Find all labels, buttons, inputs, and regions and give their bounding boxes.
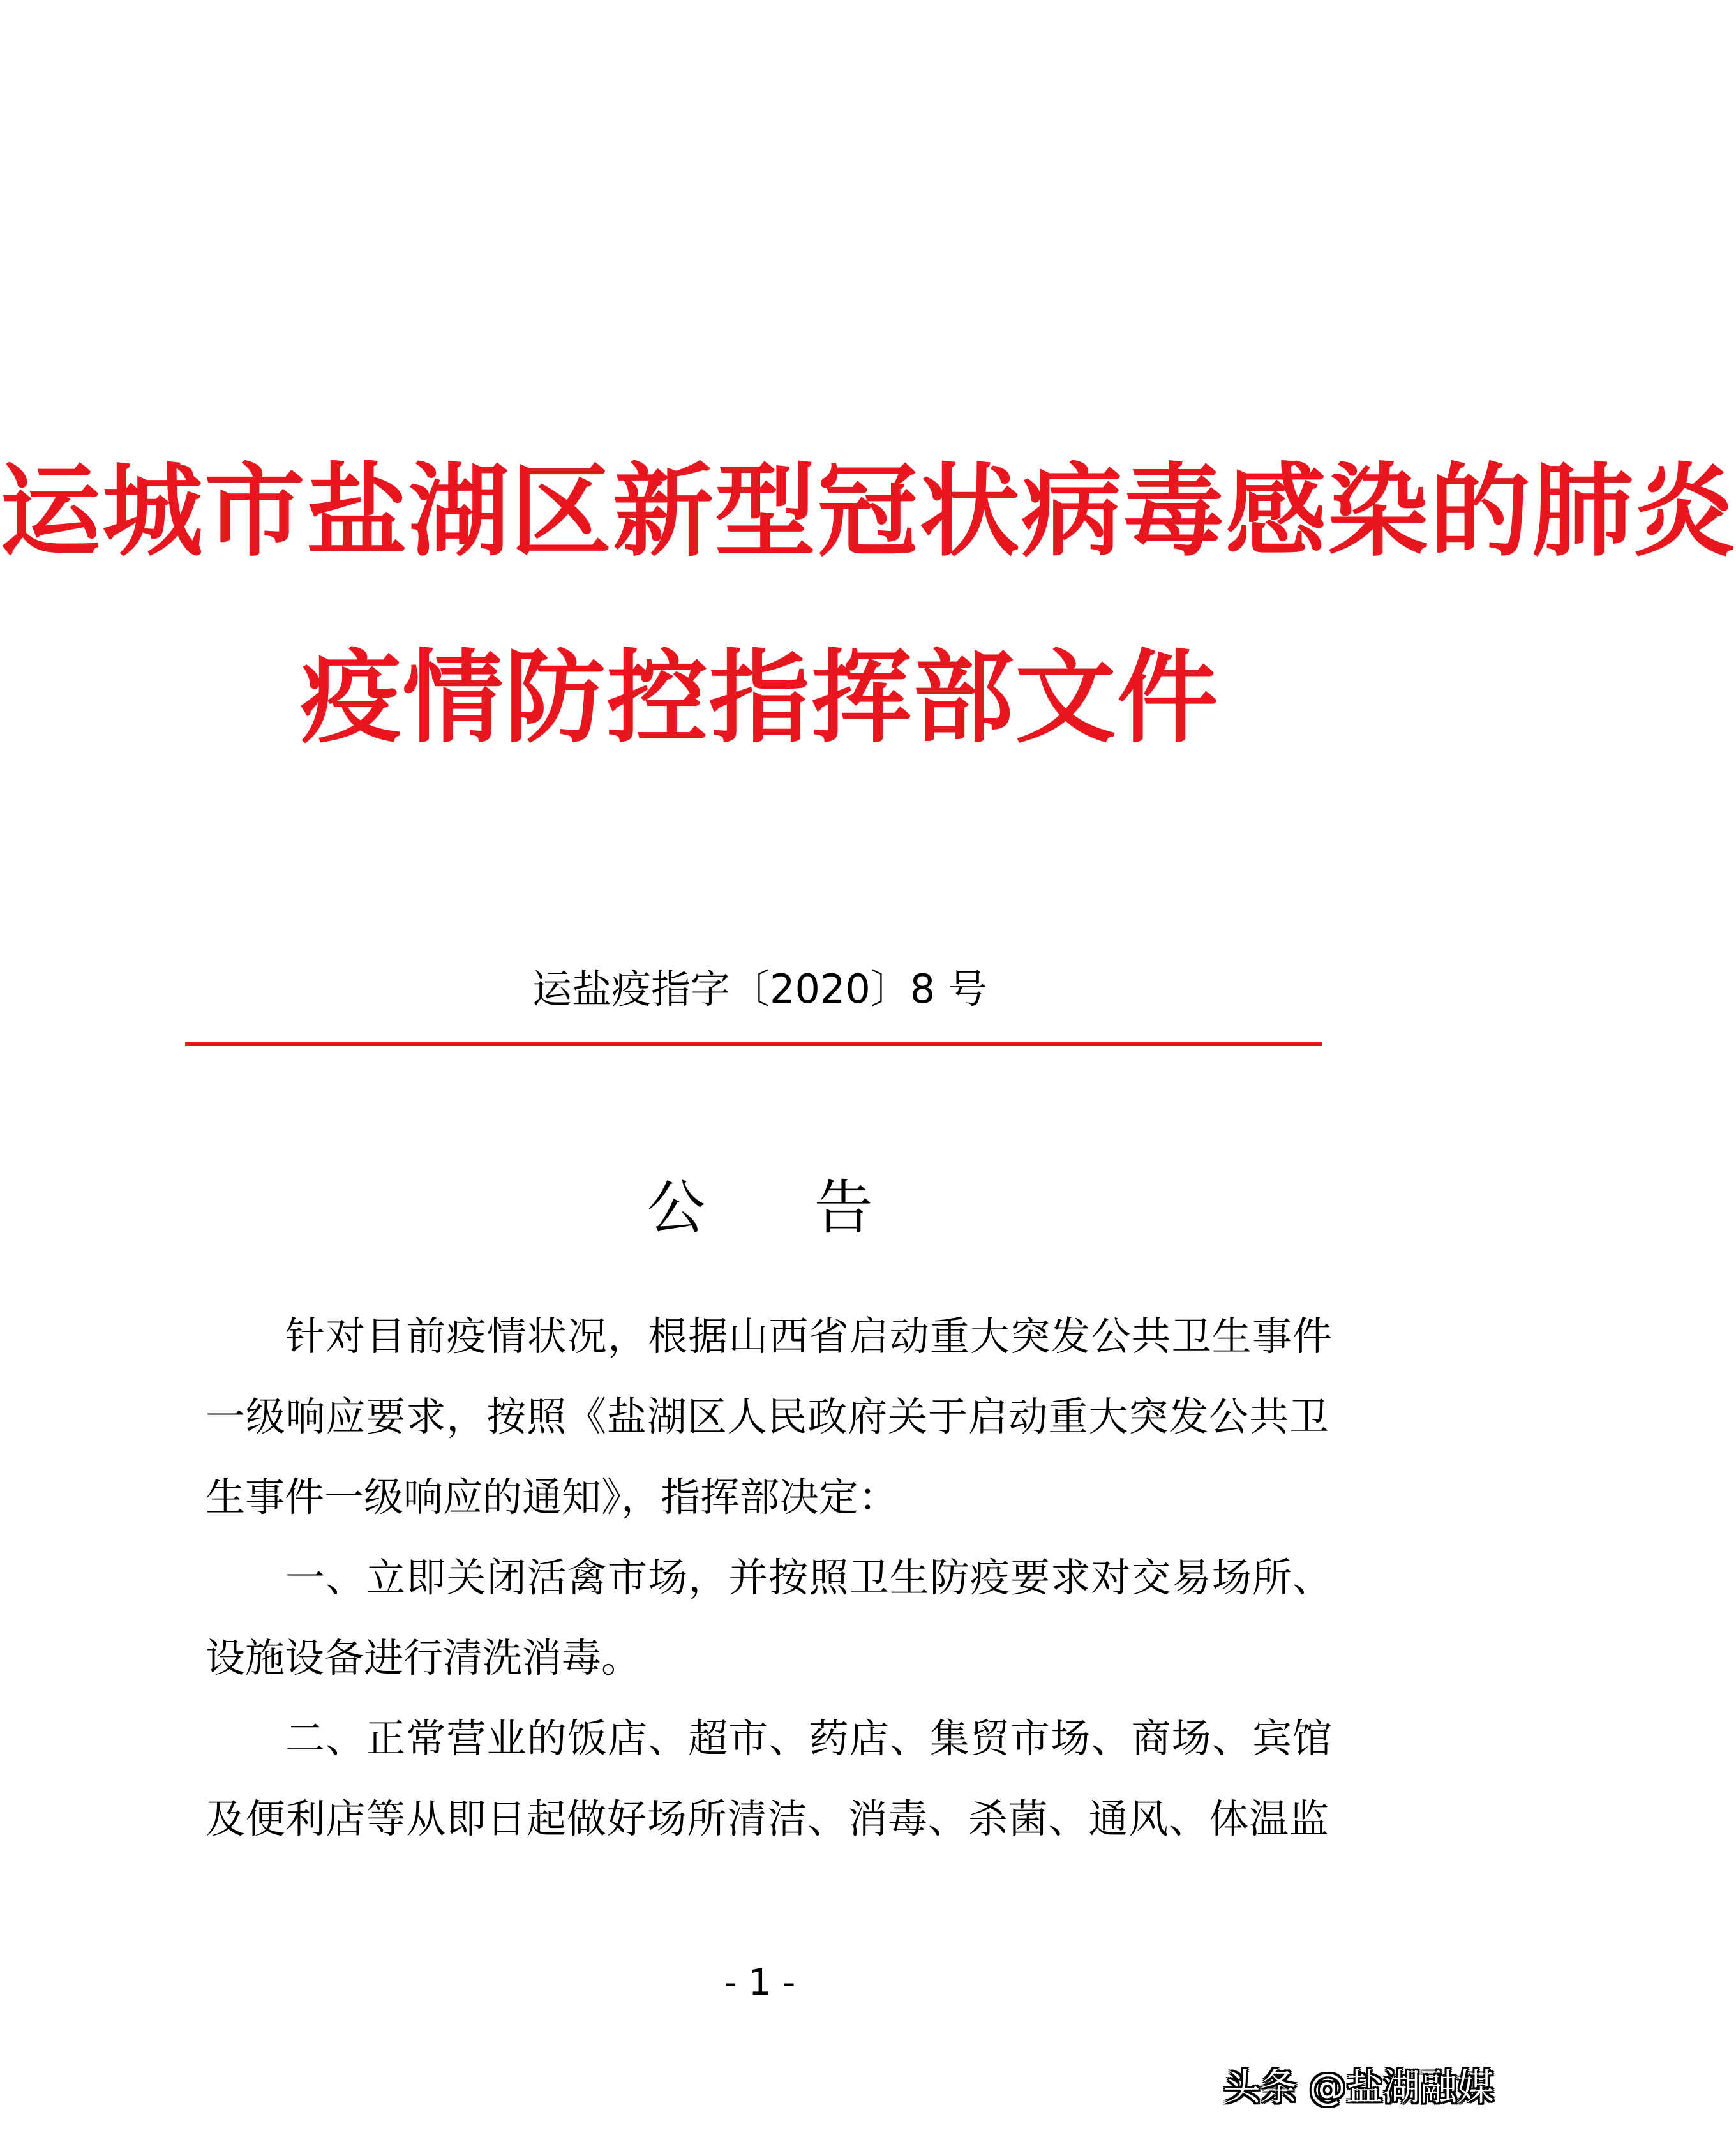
document-number: 运盐疫指字〔2020〕8 号 — [532, 966, 987, 1012]
body-line-6: 二、正常营业的饭店、超市、药店、集贸市场、商场、宾馆 — [285, 1715, 1332, 1762]
body-line-2: 一级响应要求，按照《盐湖区人民政府关于启动重大突发公共卫 — [206, 1393, 1329, 1440]
notice-title — [0, 1173, 1520, 1243]
page-number: - 1 - — [724, 1962, 796, 2003]
body-line-5: 设施设备进行清洗消毒。 — [206, 1635, 641, 1681]
red-divider-line — [185, 1042, 1322, 1046]
body-line-4: 一、立即关闭活禽市场，并按照卫生防疫要求对交易场所、 — [285, 1554, 1332, 1601]
body-line-7: 及便利店等从即日起做好场所清洁、消毒、杀菌、通风、体温监 — [206, 1795, 1329, 1842]
document-title-line-1: 运城市盐湖区新型冠状病毒感染的肺炎 — [0, 453, 1736, 571]
body-line-1: 针对目前疫情状况，根据山西省启动重大突发公共卫生事件 — [285, 1313, 1332, 1359]
notice-title-char-1: 公 — [647, 1174, 706, 1242]
notice-title-char-2: 告 — [814, 1174, 873, 1242]
body-line-3: 生事件一级响应的通知》，指挥部决定： — [206, 1474, 899, 1520]
document-title-line-2: 疫情防控指挥部文件 — [300, 640, 1220, 757]
source-watermark: 头条 @盐湖融媒 — [1223, 2065, 1494, 2109]
